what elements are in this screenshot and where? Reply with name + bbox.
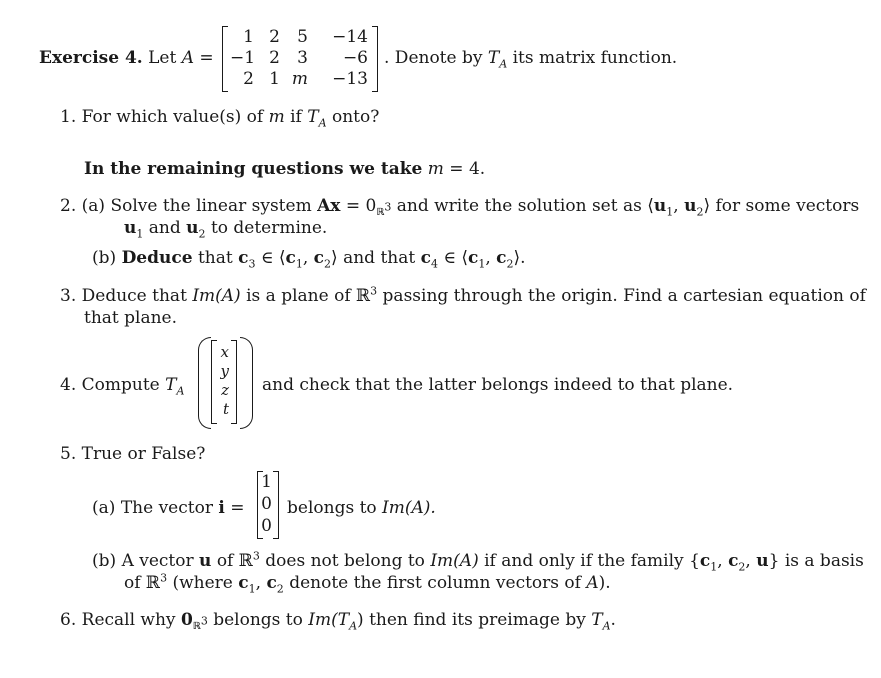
matrix-cell: −14 <box>332 27 368 47</box>
q2a-text4: to determine. <box>210 218 328 238</box>
q1-m: m <box>268 107 285 127</box>
t-subscript: A <box>499 57 508 71</box>
q5b-sup: 3 <box>252 549 260 563</box>
equals: = <box>199 48 214 68</box>
q5b-comma2: , <box>745 551 757 571</box>
q3-text4: that plane. <box>84 308 178 328</box>
right-bracket <box>231 340 237 424</box>
q5b-c2b: c <box>266 573 277 593</box>
t-symbol: T <box>487 48 500 68</box>
q2a-and: and <box>148 218 181 238</box>
q2b-comma1: , <box>302 248 314 268</box>
exercise-intro <box>39 48 214 68</box>
q5b-comma3: , <box>255 573 267 593</box>
vector-entry: 0 <box>261 516 272 536</box>
q5b-text9: ). <box>598 573 611 593</box>
q5b-text4: if and only if the family { <box>484 551 700 571</box>
question-3-line1 <box>60 286 866 306</box>
q3-number: 3. <box>60 286 77 306</box>
q5b-text6: of ℝ <box>124 573 161 593</box>
q5b-u2: u <box>756 551 769 571</box>
q3-sup: 3 <box>370 284 378 298</box>
q4-t-sub: A <box>176 384 185 398</box>
exercise-denote <box>384 48 678 71</box>
q6-t-sub: A <box>349 619 358 633</box>
q6-close: ) <box>357 610 364 630</box>
denote-text: . Denote by <box>384 48 483 68</box>
matrix-cell: 1 <box>243 27 254 47</box>
matrix-cell: −13 <box>332 69 368 89</box>
question-2-a-line2 <box>124 218 328 241</box>
q5b-c2b-sub: 2 <box>276 582 284 596</box>
question-5-b-line1 <box>92 549 864 574</box>
q2a-u1-b: u <box>124 218 137 238</box>
q5a-text2: belongs to <box>287 498 377 518</box>
q2a-u1: u <box>653 196 667 216</box>
q1-t-sub: A <box>318 116 327 130</box>
q5b-text2: of ℝ <box>216 551 253 571</box>
q2a-comma: , <box>673 196 685 216</box>
q1-text-c: onto? <box>331 107 380 127</box>
q2b-in2: ∈ ⟨ <box>443 248 468 268</box>
matrix-cell: 3 <box>297 48 308 68</box>
q2b-c3-sub: 3 <box>248 257 256 271</box>
vector-entry: 0 <box>261 494 272 514</box>
q2b-c1b-sub: 1 <box>478 257 486 271</box>
q3-text2: is a plane of ℝ <box>246 286 371 306</box>
q5b-c2-sub: 2 <box>738 560 746 574</box>
q5b-c1: c <box>699 551 711 571</box>
q6-r: ℝ <box>192 621 201 633</box>
q1-number: 1. <box>60 107 77 127</box>
remaining-note <box>84 159 485 179</box>
q6-zero: 0 <box>180 610 193 630</box>
question-3-line2 <box>84 308 177 328</box>
q2b-deduce: Deduce <box>121 248 193 268</box>
q5b-c1b-sub: 1 <box>248 582 256 596</box>
q5a-i: i <box>218 498 225 518</box>
q2a-u2: u <box>684 196 697 216</box>
q5b-text8: denote the first column vectors of <box>289 573 581 593</box>
remaining-m: m <box>427 159 444 179</box>
q2b-c4: c <box>420 248 431 268</box>
matrix-cell: −6 <box>342 48 368 68</box>
exercise-label: Exercise 4. <box>39 48 143 68</box>
question-2-b <box>92 248 526 271</box>
vector-entry: x <box>220 343 229 361</box>
q6-t2-sub: A <box>602 619 611 633</box>
q5b-a: A <box>586 573 599 593</box>
q2-number: 2. <box>60 196 77 216</box>
q2b-c2b-sub: 2 <box>506 257 514 271</box>
q2b-c2: c <box>313 248 325 268</box>
q2a-ax: Ax <box>317 196 341 216</box>
q2a-u1-b-sub: 1 <box>136 227 144 241</box>
q2a-label: (a) <box>81 196 106 216</box>
q2b-c4-sub: 4 <box>430 257 438 271</box>
q5b-comma1: , <box>717 551 729 571</box>
q1-t: T <box>307 107 319 127</box>
q5b-text3: does not belong to <box>265 551 425 571</box>
q6-text3: then find its preimage by <box>369 610 586 630</box>
q2a-r: ℝ <box>376 207 385 219</box>
right-paren <box>240 337 253 429</box>
q1-text-b: if <box>290 107 302 127</box>
q2b-and-that: ⟩ and that <box>331 248 416 268</box>
let-text: Let <box>148 48 177 68</box>
q2a-u1-sub: 1 <box>666 205 674 219</box>
question-2-a-line1 <box>60 196 860 219</box>
q2b-c2-sub: 2 <box>324 257 332 271</box>
matrix-cell: −1 <box>230 48 256 68</box>
remaining-value: = 4. <box>449 159 486 179</box>
q4-t: T <box>165 375 177 395</box>
q5a-eq: = <box>230 498 245 518</box>
matrix-cell: m <box>291 69 308 89</box>
q6-sup: 3 <box>200 614 208 628</box>
q2b-that: that <box>197 248 233 268</box>
vector-entry: 1 <box>261 472 272 492</box>
q5b-text1: A vector <box>121 551 194 571</box>
vector-entry: t <box>222 400 229 418</box>
question-5-a-tail <box>287 498 436 518</box>
q5a-text1: The vector <box>120 498 213 518</box>
matrix-function-text: its matrix function. <box>512 48 678 68</box>
q2b-comma2: , <box>485 248 497 268</box>
q6-number: 6. <box>60 610 77 630</box>
q5b-label: (b) <box>92 551 117 571</box>
var-a: A <box>181 48 195 68</box>
q6-text1: Recall why <box>81 610 176 630</box>
q2a-eq0: = 0 <box>345 196 377 216</box>
q2b-c1-sub: 1 <box>295 257 303 271</box>
q2b-c3: c <box>238 248 249 268</box>
q2a-text3: ⟩ for some vectors <box>703 196 860 216</box>
left-bracket <box>222 26 228 92</box>
question-4-tail <box>262 375 733 395</box>
question-5 <box>60 444 205 464</box>
q5b-c2: c <box>728 551 739 571</box>
q1-text-a: For which value(s) of <box>81 107 264 127</box>
matrix-cell: 1 <box>269 69 280 89</box>
left-paren <box>198 337 211 429</box>
q2a-sup: 3 <box>384 200 392 214</box>
question-6 <box>60 610 616 633</box>
q3-text3: passing through the origin. Find a cartesian equation of <box>382 286 866 306</box>
right-bracket <box>372 26 378 92</box>
question-5-b-line2 <box>124 571 611 596</box>
q3-text1: Deduce that <box>81 286 187 306</box>
matrix-cell: 5 <box>297 27 308 47</box>
q5b-u: u <box>199 551 212 571</box>
q2b-c1: c <box>285 248 296 268</box>
q5-text: True or False? <box>81 444 206 464</box>
q5a-ima: Im(A). <box>382 498 436 518</box>
q2a-text2: and write the solution set as ⟨ <box>396 196 654 216</box>
q5b-c1b: c <box>238 573 249 593</box>
matrix-cell: 2 <box>269 48 280 68</box>
q4-text: and check that the latter belongs indeed to that plane. <box>262 375 734 395</box>
q5a-label: (a) <box>92 498 116 518</box>
vector-entry: y <box>220 362 229 380</box>
matrix-a <box>222 26 378 94</box>
q6-t2: T <box>591 610 603 630</box>
question-1 <box>60 107 380 130</box>
q2b-in1: ∈ ⟨ <box>260 248 286 268</box>
matrix-cell: 2 <box>243 69 254 89</box>
question-4-lead <box>60 375 185 398</box>
right-bracket <box>273 471 279 539</box>
q5b-text5: } is a basis <box>768 551 864 571</box>
q2a-text1: Solve the linear system <box>110 196 312 216</box>
vector-entry: z <box>221 381 229 399</box>
q2b-close: ⟩. <box>513 248 526 268</box>
vector-xyzt <box>211 340 237 426</box>
q6-dot: . <box>610 610 616 630</box>
matrix-cell: 2 <box>269 27 280 47</box>
q6-t: T <box>337 610 350 630</box>
q2b-c1b: c <box>467 248 479 268</box>
q5b-text7: (where <box>172 573 233 593</box>
q5b-sup2: 3 <box>160 571 168 585</box>
vector-i <box>257 471 279 541</box>
q6-text2: belongs to <box>213 610 303 630</box>
question-5-a-lead <box>92 498 244 518</box>
q2a-u2-b: u <box>186 218 199 238</box>
q3-ima: Im(A) <box>192 286 241 306</box>
q2b-c2b: c <box>496 248 507 268</box>
q5b-c1-sub: 1 <box>710 560 718 574</box>
q5-number: 5. <box>60 444 77 464</box>
q5b-ima: Im(A) <box>430 551 479 571</box>
q2b-label: (b) <box>92 248 117 268</box>
q2a-u2-b-sub: 2 <box>198 227 206 241</box>
q2a-u2-sub: 2 <box>696 205 704 219</box>
q6-im: Im( <box>308 610 338 630</box>
q4-compute: Compute <box>81 375 160 395</box>
remaining-text: In the remaining questions we take <box>84 159 423 179</box>
q4-number: 4. <box>60 375 77 395</box>
